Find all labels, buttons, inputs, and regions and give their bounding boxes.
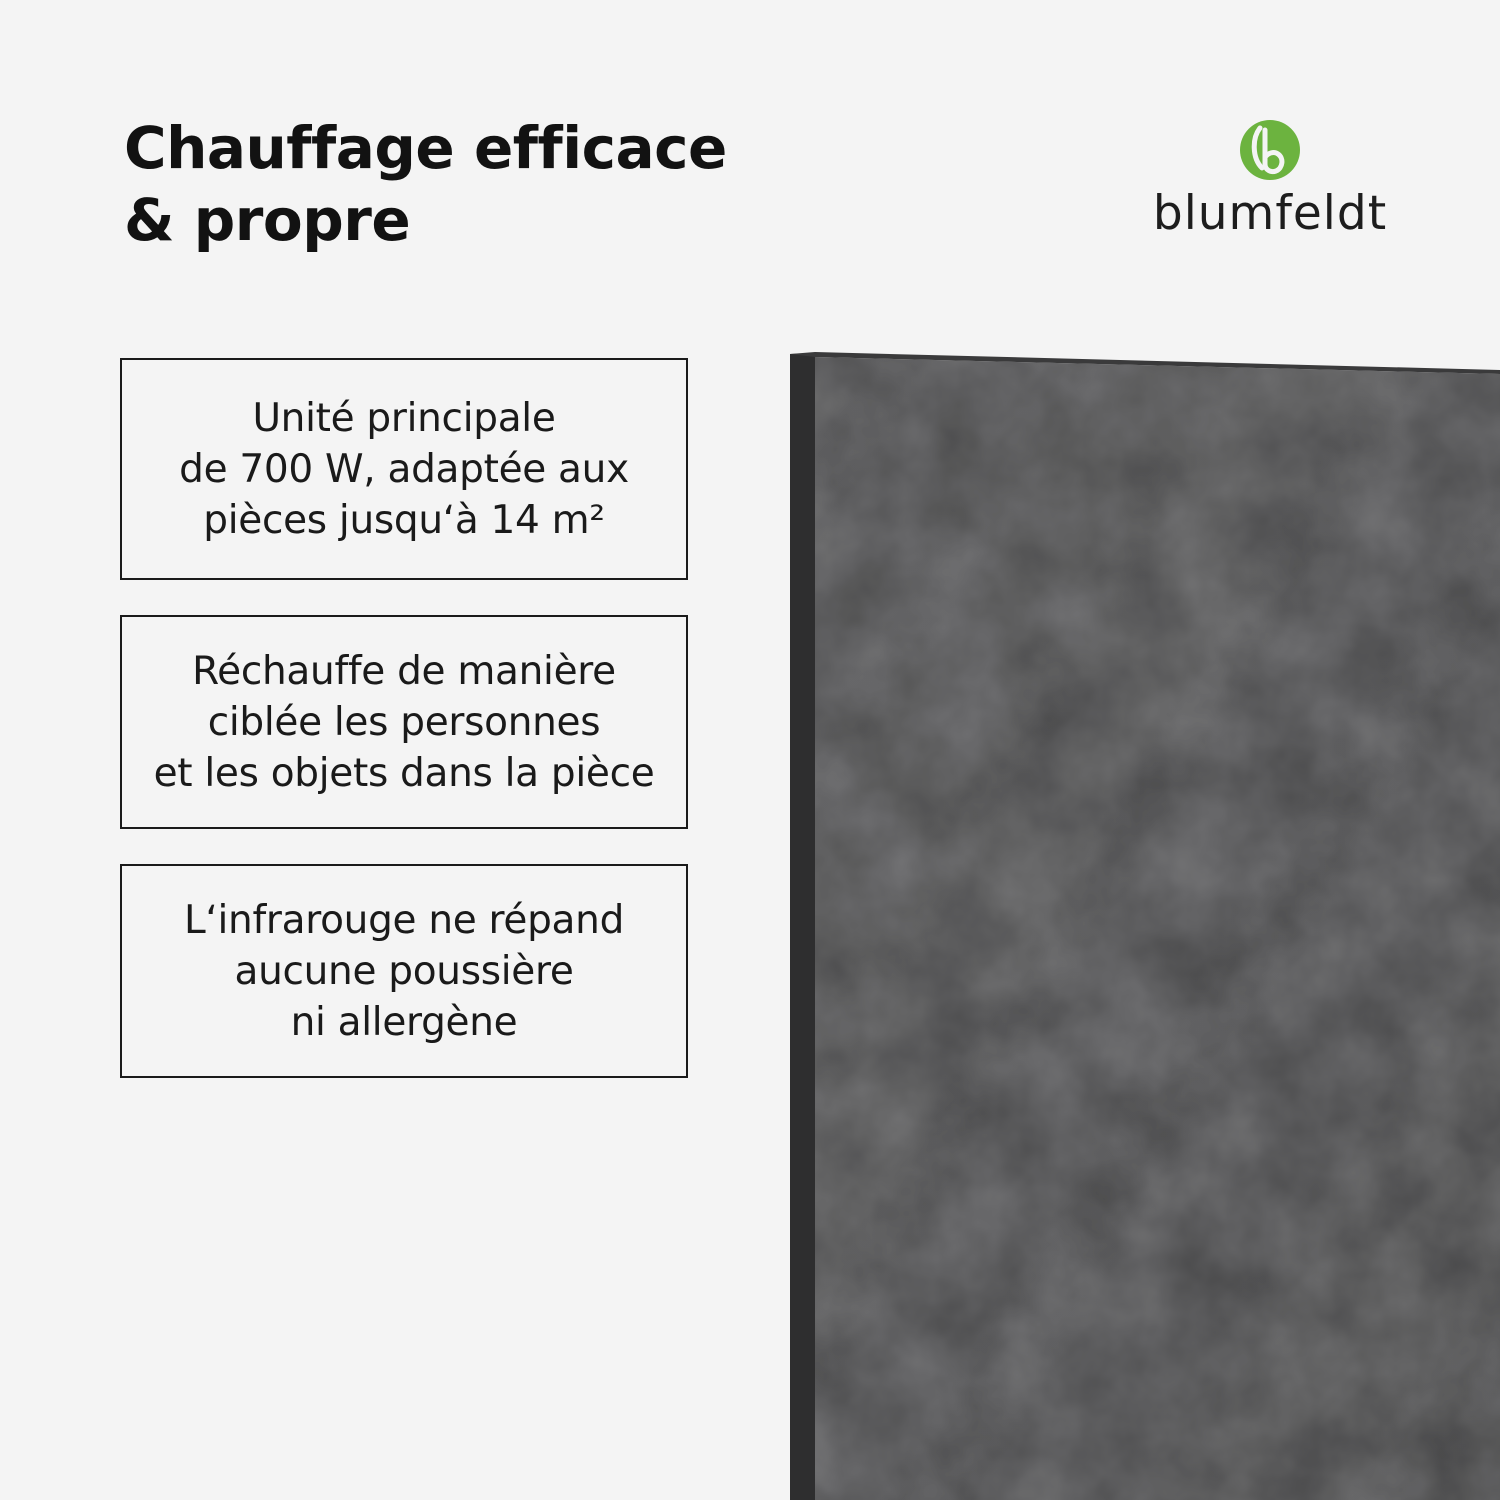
leaf-b-logo-icon: [1238, 118, 1302, 182]
headline-line-1: Chauffage efficace: [124, 114, 727, 182]
feature-text: [154, 646, 655, 799]
feature-line: et les objets dans la pièce: [153, 750, 655, 796]
feature-line: L‘infrarouge ne répand: [183, 897, 625, 943]
feature-text: [184, 895, 624, 1048]
brand-logo: [1140, 118, 1400, 248]
headline: [124, 112, 744, 256]
feature-box-targeted-heat: [120, 615, 688, 829]
feature-line: ciblée les personnes: [207, 699, 601, 745]
brand-wordmark: blumfeldt: [1152, 186, 1388, 241]
feature-line: de 700 W, adaptée aux: [179, 446, 629, 492]
feature-text: [179, 393, 629, 546]
feature-line: Unité principale: [252, 395, 556, 441]
feature-line: pièces jusqu‘à 14 m²: [203, 497, 605, 543]
feature-line: Réchauffe de manière: [192, 648, 616, 694]
feature-line: aucune poussière: [234, 948, 574, 994]
feature-line: ni allergène: [290, 999, 518, 1045]
panel-edge: [790, 353, 815, 1500]
headline-line-2: & propre: [124, 186, 411, 254]
panel-texture: [815, 357, 1500, 1500]
feature-box-no-dust: [120, 864, 688, 1078]
feature-box-power: [120, 358, 688, 580]
